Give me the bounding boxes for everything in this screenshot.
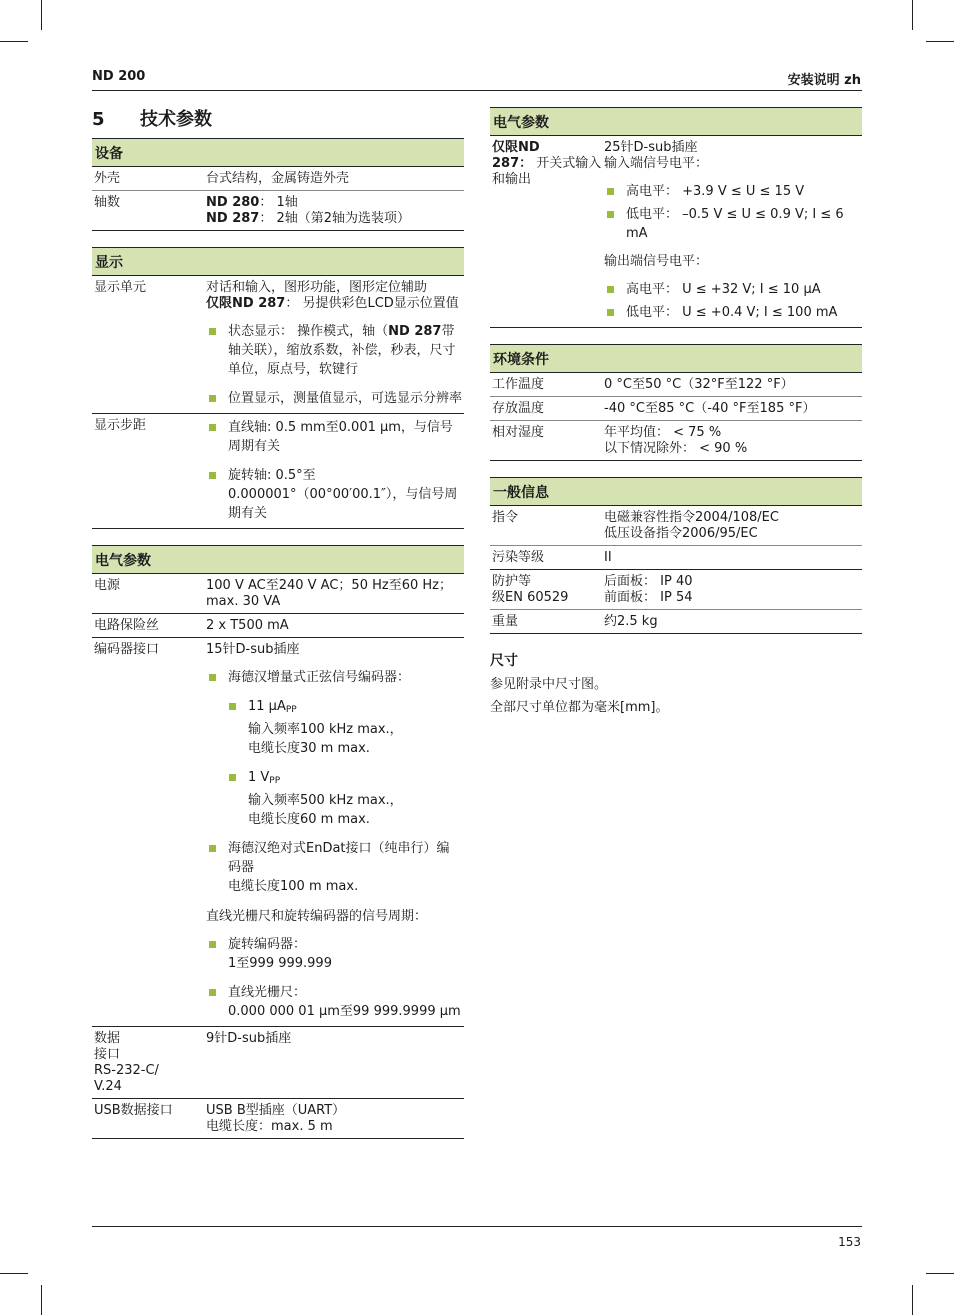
section-title: 电气参数 (92, 545, 464, 574)
row-value: 0 °C至50 °C（32°F至122 °F） (604, 377, 794, 392)
table-row (490, 397, 862, 421)
bullet-square-icon (229, 703, 236, 710)
row-label: 电路保险丝 (94, 618, 160, 633)
bullet-square-icon (607, 188, 614, 195)
bullet-item: 低电平： –0.5 V ≤ U ≤ 0.9 V; I ≤ 6 mA (604, 205, 860, 243)
table-row (92, 167, 464, 191)
bullet-square-icon (209, 472, 216, 479)
row-label: 存放温度 (492, 401, 545, 416)
bullet-square-icon (209, 424, 216, 431)
text: 参见附录中尺寸图。 (490, 677, 608, 692)
text: ： 2轴（第2轴为选装项） (259, 211, 411, 226)
left-column (92, 138, 464, 1155)
row-value: 台式结构，金属铸造外壳 (206, 171, 350, 186)
model-name: ND 280 (206, 195, 260, 210)
bullet-item: 旋转轴: 0.5°至0.000001°（00°00′00.1″），与信号周期有关 (206, 466, 462, 523)
table-row (92, 191, 464, 231)
text: 全部尺寸单位都为毫米[mm]。 (490, 700, 669, 715)
row-value: 9针D-sub插座 (206, 1031, 292, 1046)
table-row (92, 574, 464, 614)
row-label: 显示步距 (94, 418, 147, 433)
bullet-item: 低电平： U ≤ +0.4 V; I ≤ 100 mA (604, 303, 860, 322)
bullet-item: 高电平： U ≤ +32 V; I ≤ 10 µA (604, 280, 860, 299)
crop-mark (912, 0, 913, 30)
row-label: 外壳 (94, 171, 121, 186)
row-label: 工作温度 (492, 377, 545, 392)
header-rule (92, 90, 862, 91)
row-label: 污染等级 (492, 550, 545, 565)
row-value (206, 280, 464, 410)
bullet-item: 直线轴: 0.5 mm至0.001 µm，与信号周期有关 (206, 418, 462, 456)
section-title: 一般信息 (490, 477, 862, 506)
bullet-square-icon (209, 941, 216, 948)
table-row (490, 610, 862, 634)
text: 直线光栅尺和旋转编码器的信号周期： (206, 909, 428, 924)
bullet-square-icon (209, 395, 216, 402)
row-label: USB数据接口 (94, 1103, 173, 1118)
table-row (490, 373, 862, 397)
chapter-heading (92, 105, 212, 131)
row-label: 指令 (492, 510, 519, 525)
row-value (206, 418, 464, 525)
bullet-item: 状态显示： 操作模式，轴（ND 287带轴关联），缩放系数，补偿，秒表，尺寸单位，原点号，软键行 (206, 322, 462, 379)
bullet-item: 海德汉增量式正弦信号编码器： (206, 668, 462, 687)
section-title: 尺寸 (490, 653, 518, 669)
text: ： 1轴 (259, 195, 298, 210)
crop-mark (926, 41, 954, 42)
row-value: USB B型插座（UART） 电缆长度：max. 5 m (206, 1103, 346, 1134)
bullet-item: 海德汉绝对式EnDat接口（纯串行）编码器 电缆长度100 m max. (206, 839, 462, 896)
crop-mark (926, 1273, 954, 1274)
bullet-item: 旋转编码器： 1至999 999.999 (206, 935, 462, 973)
bullet-square-icon (607, 309, 614, 316)
crop-mark (0, 41, 28, 42)
row-label: 电源 (94, 578, 121, 593)
chapter-number: 5 (92, 109, 105, 130)
right-column (490, 107, 862, 716)
section-device (92, 138, 464, 231)
table-row (490, 506, 862, 546)
header-manual: 安装说明 zh (787, 73, 861, 88)
bullet-square-icon (607, 211, 614, 218)
table-row (92, 1027, 464, 1099)
footer-rule (92, 1226, 862, 1227)
row-label: 防护等 级EN 60529 (492, 574, 569, 605)
row-value: 电磁兼容性指令2004/108/EC 低压设备指令2006/95/EC (604, 510, 779, 541)
section-title: 环境条件 (490, 344, 862, 373)
section-electrical-io (490, 107, 862, 328)
table-row (92, 1099, 464, 1139)
chapter-title: 技术参数 (140, 109, 212, 130)
bullet-square-icon (209, 674, 216, 681)
text: 输出端信号电平： (604, 254, 709, 269)
section-title: 电气参数 (490, 107, 862, 136)
bullet-square-icon (229, 774, 236, 781)
section-general (490, 477, 862, 634)
row-label: 编码器接口 (94, 642, 160, 657)
section-electrical (92, 545, 464, 1139)
table-row (490, 421, 862, 461)
crop-mark (41, 0, 42, 30)
row-value: II (604, 550, 612, 565)
section-dimensions (490, 650, 862, 716)
table-row (92, 638, 464, 1027)
row-label: 仅限ND 287： 开关式输入和输出 (492, 140, 602, 187)
table-row (92, 414, 464, 529)
page-number: 153 (838, 1235, 861, 1249)
crop-mark (41, 1285, 42, 1315)
model-name: 仅限ND 287 (206, 296, 286, 311)
row-value: 25针D-sub插座 输入端信号电平： 高电平： +3.9 V ≤ U ≤ 15 V 低电平： –0.5 V ≤ U ≤ 0.9 V; I ≤ 6 mA 输出端信号电平： 高电平： U ≤ +32 V; I ≤ 10 µA 低电平： U ≤ +0.4 V; I ≤ 100 mA (604, 140, 862, 324)
row-value: -40 °C至85 °C（-40 °F至185 °F） (604, 401, 816, 416)
table-row (490, 136, 862, 328)
crop-mark (0, 1273, 28, 1274)
table-row (92, 276, 464, 414)
bullet-item: 11 µA$_{PP}$ 输入频率100 kHz max.， 电缆长度30 m max. (226, 697, 462, 758)
row-value: 15针D-sub插座 海德汉增量式正弦信号编码器： 11 µA$_{PP}$ 输入频率100 kHz max.， 电缆长度30 m max. 1 $V_{PP}$ 输入频率500 kHz max.， 电缆长度60 m max. 海德汉绝对式EnDat接口（纯串行）编码器 电缆长度100 m max. 直线光栅尺和旋转编码器的信号周期： 旋转编码器： 1至999 999.999 直线光栅尺： 0.000 000 01 µm至99 999.9999 µm (206, 642, 461, 1019)
row-value: 2 x T500 mA (206, 618, 289, 633)
section-title: 显示 (92, 247, 464, 276)
row-label: 相对湿度 (492, 425, 545, 440)
row-value (206, 195, 464, 227)
section-display (92, 247, 464, 529)
bullet-square-icon (209, 845, 216, 852)
bullet-item: 直线光栅尺： 0.000 000 01 µm至99 999.9999 µm (206, 983, 462, 1021)
sub-list (206, 697, 462, 829)
row-value: 后面板： IP 40 前面板： IP 54 (604, 574, 693, 605)
row-value: 约2.5 kg (604, 614, 658, 629)
model-name: ND 287 (206, 211, 260, 226)
text: ： 另提供彩色LCD显示位置值 (285, 296, 459, 311)
row-value: 100 V AC至240 V AC；50 Hz至60 Hz； max. 30 VA (206, 578, 452, 609)
bullet-item: 高电平： +3.9 V ≤ U ≤ 15 V (604, 182, 860, 201)
bullet-item: 1 $V_{PP}$ 输入频率500 kHz max.， 电缆长度60 m max. (226, 768, 462, 829)
header-product: ND 200 (92, 69, 146, 84)
crop-mark (912, 1285, 913, 1315)
section-title: 设备 (92, 138, 464, 167)
row-label: 重量 (492, 614, 519, 629)
table-row (490, 546, 862, 570)
row-label: 轴数 (94, 195, 121, 210)
table-row (92, 614, 464, 638)
section-environment (490, 344, 862, 461)
row-label: 数据 接口 RS-232-C/ V.24 (94, 1031, 159, 1094)
table-row (490, 570, 862, 610)
bullet-square-icon (607, 286, 614, 293)
row-label: 显示单元 (94, 280, 147, 295)
bullet-square-icon (209, 328, 216, 335)
row-value: 年平均值： < 75 % 以下情况除外： < 90 % (604, 425, 748, 456)
bullet-item: 位置显示，测量值显示，可选显示分辨率 (206, 389, 462, 408)
text: 对话和输入，图形功能，图形定位辅助 (206, 280, 428, 295)
bullet-square-icon (209, 989, 216, 996)
